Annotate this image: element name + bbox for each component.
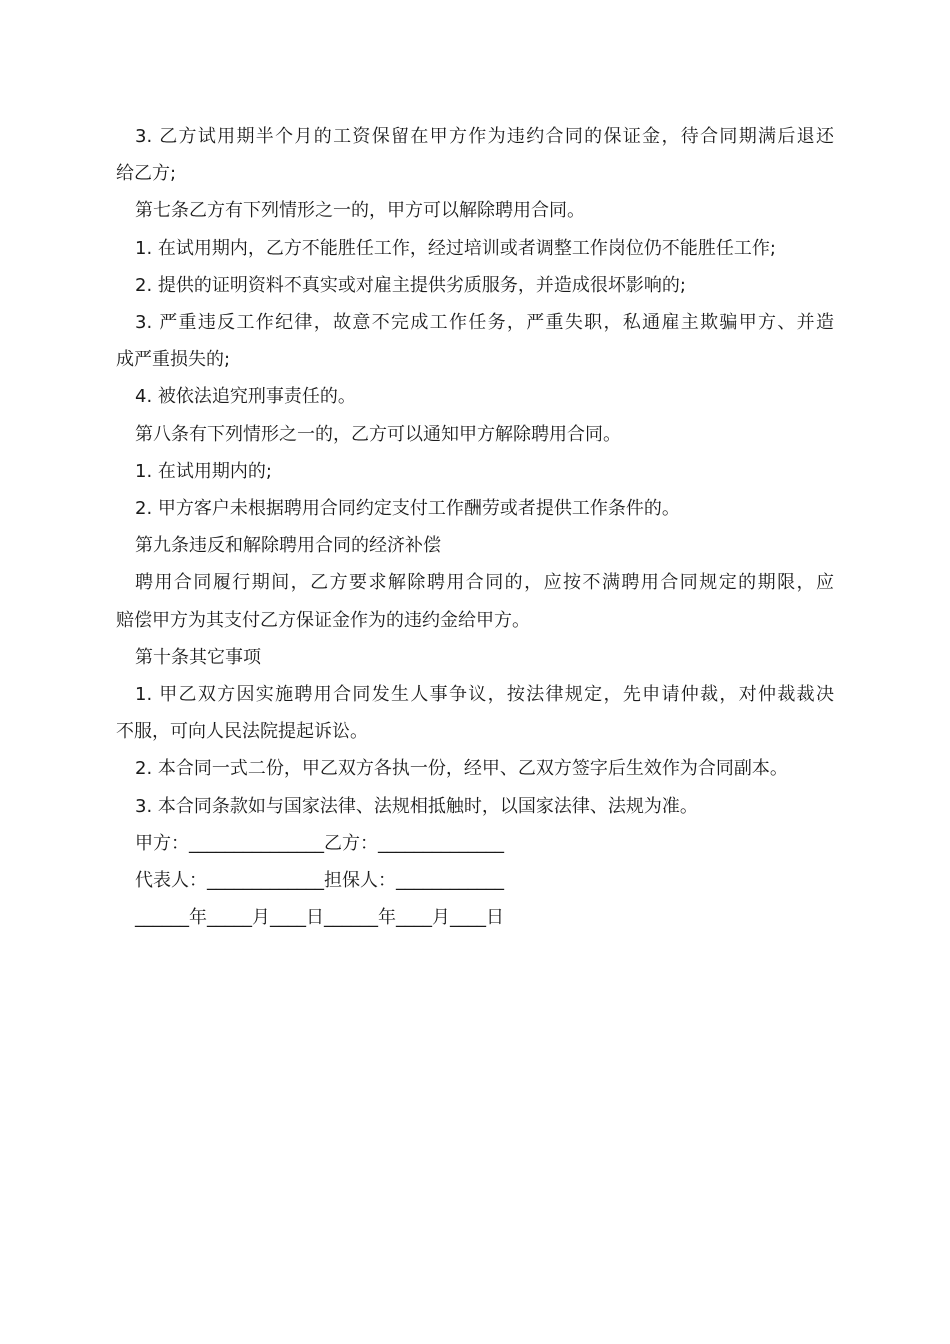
document-page <box>116 118 834 936</box>
clause-8-heading: 第八条有下列情形之一的，乙方可以通知甲方解除聘用合同。 <box>135 423 621 445</box>
signature-parties: 甲方：_______________乙方：______________ <box>135 832 504 854</box>
clause-6-item-3-line-1: 3. 乙方试用期半个月的工资保留在甲方作为违约合同的保证金，待合同期满后退还 <box>135 126 834 147</box>
clause-8-item-2: 2. 甲方客户未根据聘用合同约定支付工作酬劳或者提供工作条件的。 <box>135 498 680 520</box>
clause-10-item-3: 3. 本合同条款如与国家法律、法规相抵触时，以国家法律、法规为准。 <box>135 795 698 817</box>
clause-9-heading: 第九条违反和解除聘用合同的经济补偿 <box>135 535 441 557</box>
clause-10-item-1-line-2: 不服，可向人民法院提起诉讼。 <box>116 721 368 743</box>
clause-9-body-line-1: 聘用合同履行期间，乙方要求解除聘用合同的，应按不满聘用合同规定的期限，应 <box>135 572 834 594</box>
clause-7-item-2: 2. 提供的证明资料不真实或对雇主提供劣质服务，并造成很坏影响的; <box>135 274 686 296</box>
clause-7-item-1: 1. 在试用期内，乙方不能胜任工作，经过培训或者调整工作岗位仍不能胜任工作; <box>135 237 776 259</box>
clause-8-item-1: 1. 在试用期内的; <box>135 460 272 482</box>
clause-7-heading: 第七条乙方有下列情形之一的，甲方可以解除聘用合同。 <box>135 200 585 222</box>
clause-10-heading: 第十条其它事项 <box>135 646 261 668</box>
clause-10-item-1-line-1: 1. 甲乙双方因实施聘用合同发生人事争议，按法律规定，先申请仲裁，对仲裁裁决 <box>135 684 834 706</box>
signature-representatives: 代表人：_____________担保人：____________ <box>135 870 504 892</box>
clause-7-item-3-line-1: 3. 严重违反工作纪律，故意不完成工作任务，严重失职，私通雇主欺骗甲方、并造 <box>135 312 834 334</box>
clause-7-item-4: 4. 被依法追究刑事责任的。 <box>135 386 356 408</box>
clause-10-item-2: 2. 本合同一式二份，甲乙双方各执一份，经甲、乙双方签字后生效作为合同副本。 <box>135 758 788 780</box>
clause-6-item-3-line-2: 给乙方; <box>116 163 177 185</box>
clause-7-item-3-line-2: 成严重损失的; <box>116 349 231 371</box>
signature-dates: ______年_____月____日______年____月____日 <box>135 907 504 929</box>
clause-9-body-line-2: 赔偿甲方为其支付乙方保证金作为的违约金给甲方。 <box>116 609 530 631</box>
